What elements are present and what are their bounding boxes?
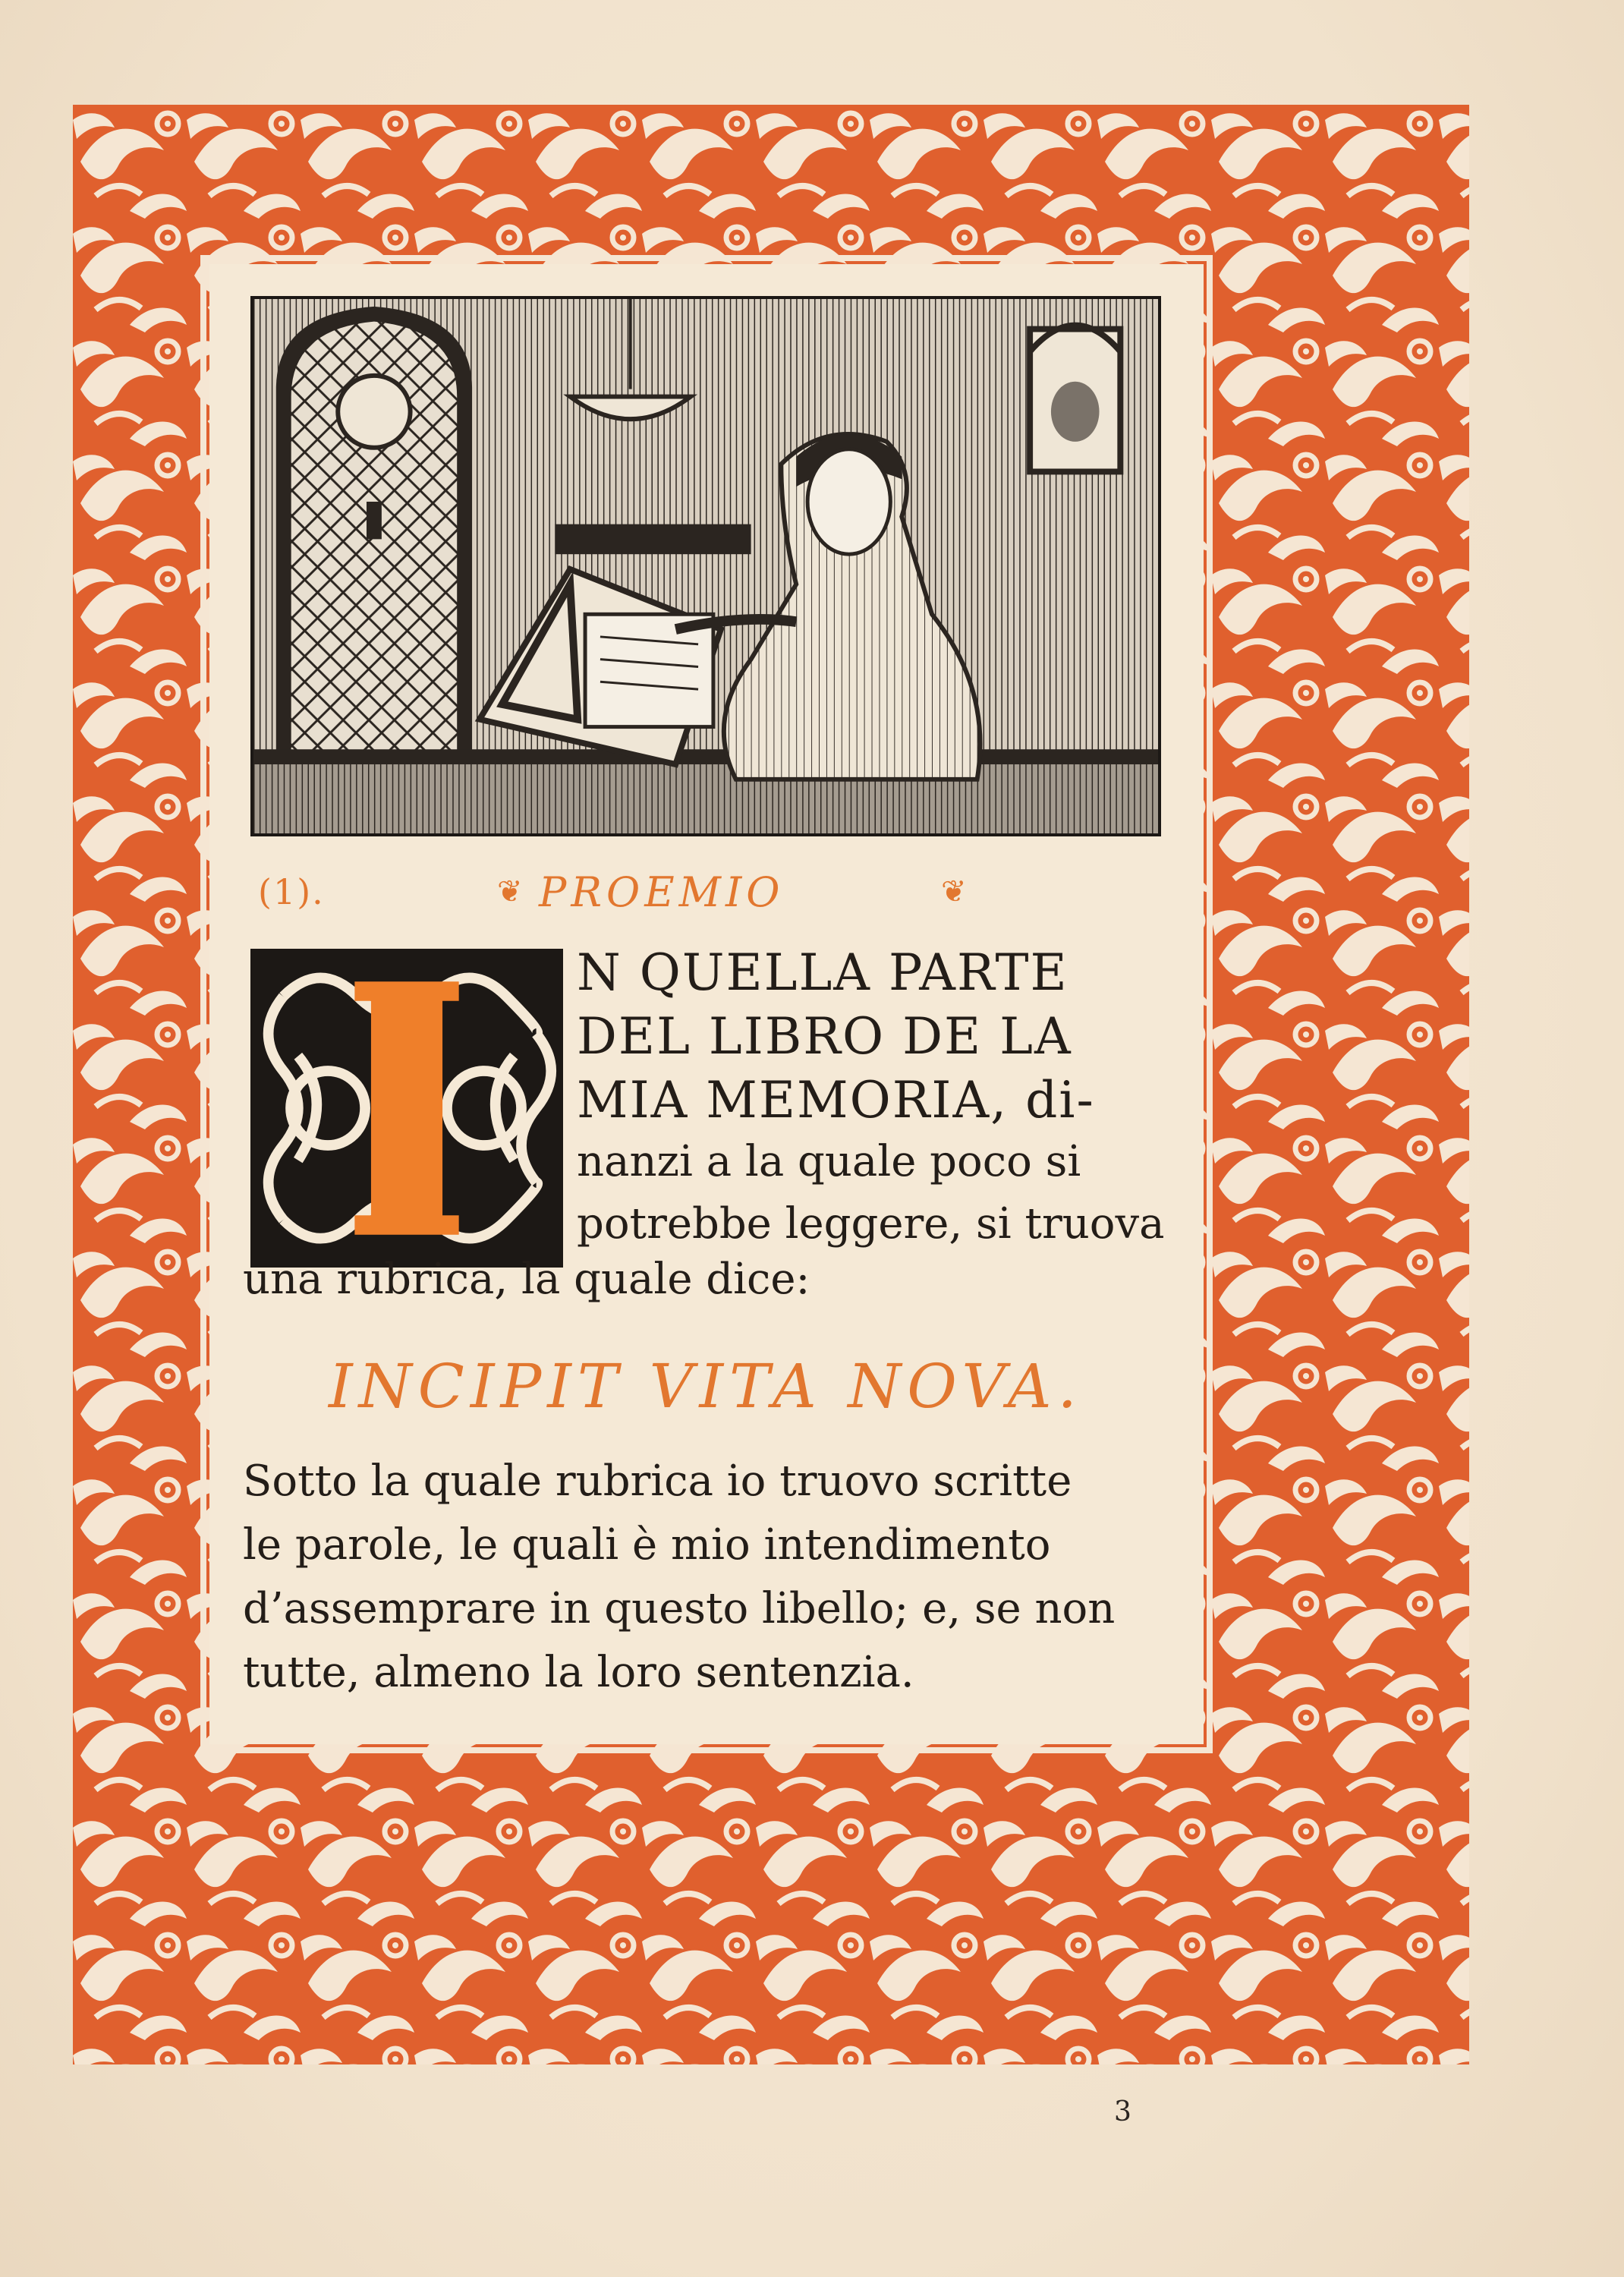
section-number: (1). bbox=[258, 871, 325, 912]
paragraph-line: una rubrica, la quale dice: bbox=[243, 1255, 810, 1304]
page-number: 3 bbox=[1114, 2096, 1131, 2127]
paragraph-line: tutte, almeno la loro sentenzia. bbox=[243, 1648, 914, 1697]
paragraph-2 bbox=[243, 1450, 1184, 1705]
paragraph-line: Sotto la quale rubrica io truovo scritte bbox=[243, 1457, 1072, 1506]
incipit-rubric: INCIPIT VITA NOVA. bbox=[329, 1351, 1083, 1422]
fleuron-icon: ❦ bbox=[941, 874, 967, 909]
text-panel bbox=[212, 266, 1199, 1732]
opening-lines bbox=[577, 941, 1184, 1132]
opening-line: DEL LIBRO DE LA bbox=[577, 1007, 1072, 1066]
paragraph-line: nanzi a la quale poco si bbox=[577, 1137, 1081, 1186]
woodcut-illustration bbox=[250, 296, 1161, 836]
paragraph-1 bbox=[577, 1131, 1184, 1255]
initial-letter: I bbox=[253, 952, 254, 953]
paragraph-line: le parole, le quali è mio intendimento bbox=[243, 1520, 1051, 1570]
fleuron-icon: ❦ bbox=[497, 874, 523, 909]
paragraph-line: potrebbe leggere, si truova bbox=[577, 1199, 1165, 1249]
knotwork-initial-ornament bbox=[250, 949, 563, 1268]
section-title: PROEMIO bbox=[539, 868, 785, 916]
opening-line: MIA MEMORIA, di- bbox=[577, 1071, 1095, 1129]
paragraph-line: d’assemprare in questo libello; e, se non bbox=[243, 1584, 1116, 1633]
opening-line: N QUELLA PARTE bbox=[577, 943, 1069, 1002]
section-heading bbox=[250, 858, 1161, 926]
